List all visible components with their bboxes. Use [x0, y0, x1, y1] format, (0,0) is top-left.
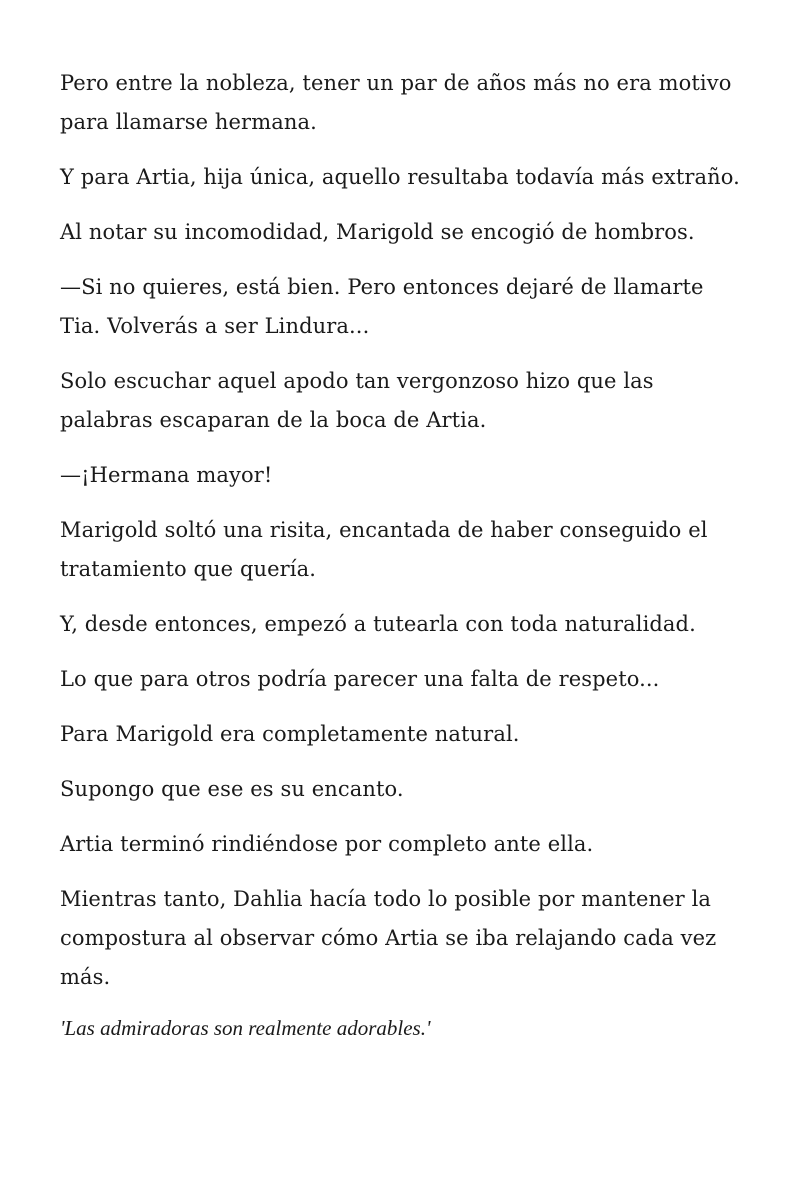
paragraph: Para Marigold era completamente natural.	[60, 722, 520, 746]
document-body	[60, 64, 750, 1043]
paragraph: Al notar su incomodidad, Marigold se encogió de hombros.	[60, 220, 695, 244]
paragraph: Solo escuchar aquel apodo tan vergonzoso hizo que las palabras escaparan de la boca de Artia.	[60, 369, 654, 432]
paragraph: Pero entre la nobleza, tener un par de años más no era motivo para llamarse hermana.	[60, 71, 732, 134]
paragraph: Supongo que ese es su encanto.	[60, 777, 404, 801]
paragraph: Lo que para otros podría parecer una falta de respeto...	[60, 667, 660, 691]
dialogue-paragraph: —Si no quieres, está bien. Pero entonces dejaré de llamarte Tia. Volverás a ser Lindura...	[60, 275, 704, 338]
paragraph: Marigold soltó una risita, encantada de haber conseguido el tratamiento que quería.	[60, 518, 708, 581]
paragraph: Mientras tanto, Dahlia hacía todo lo posible por mantener la compostura al observar cómo Artia se iba relajando cada vez más.	[60, 887, 717, 989]
dialogue-paragraph: —¡Hermana mayor!	[60, 463, 273, 487]
inner-thought: 'Las admiradoras son realmente adorables.'	[60, 1016, 431, 1040]
paragraph: Artia terminó rindiéndose por completo ante ella.	[60, 832, 594, 856]
paragraph: Y para Artia, hija única, aquello resultaba todavía más extraño.	[60, 165, 740, 189]
paragraph: Y, desde entonces, empezó a tutearla con toda naturalidad.	[60, 612, 696, 636]
